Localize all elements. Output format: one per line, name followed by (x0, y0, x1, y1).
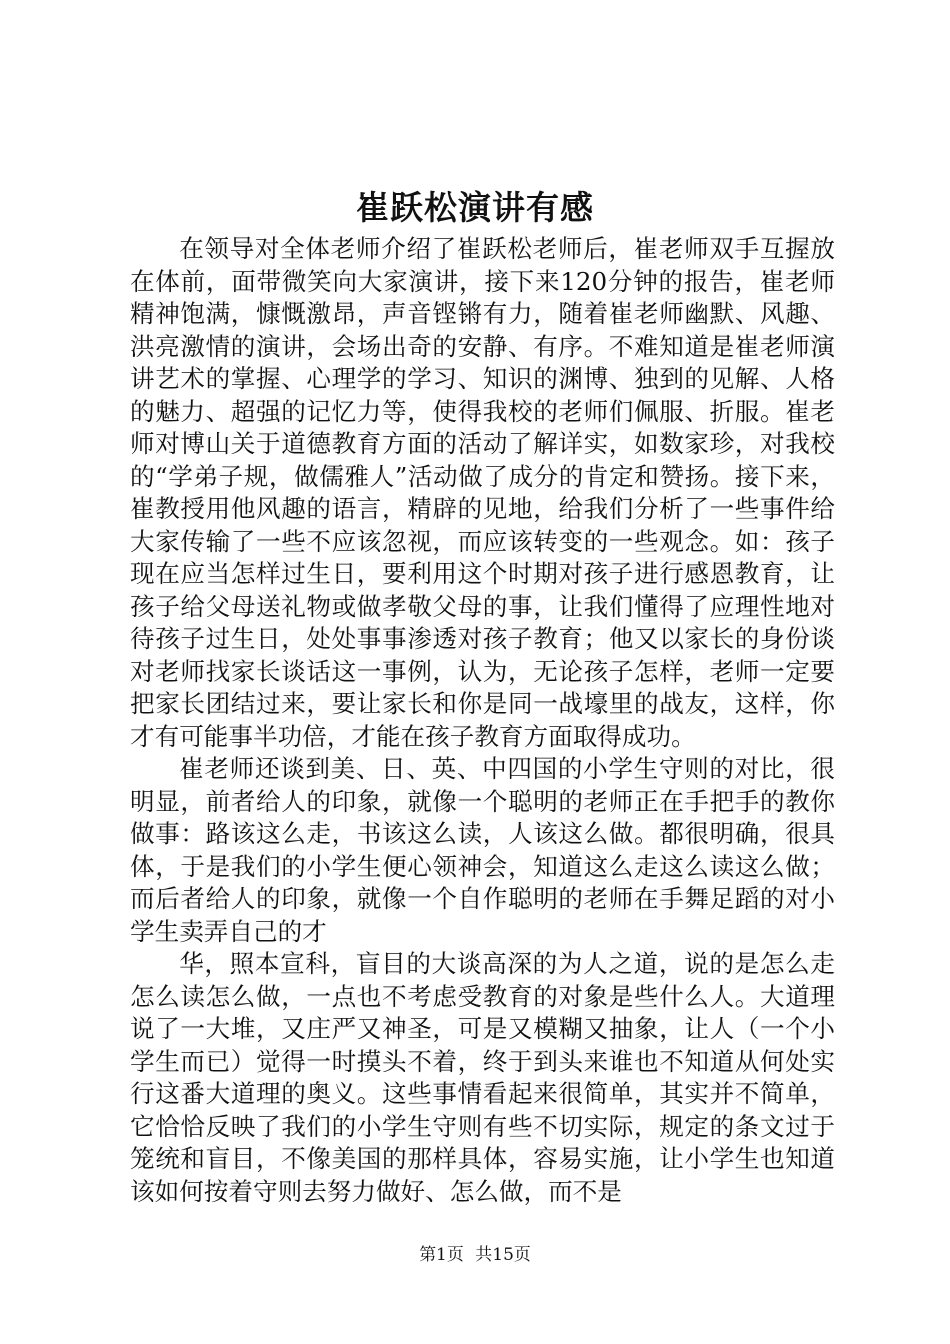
paragraph-2: 崔老师还谈到美、日、英、中四国的小学生守则的对比，很明显，前者给人的印象，就像一个聪明的老师正在手把手的教你做事：路该这么走，书该这么读，人该这么做。都很明确，很具体，于是我们的小学生便心领神会，知道这么走这么读这么做；而后者给人的印象，就像一个自作聪明的老师在手舞足蹈的对小学生卖弄自己的才 (130, 754, 835, 946)
document-title: 崔跃松演讲有感 (356, 188, 594, 227)
paragraph-3: 华，照本宣科，盲目的大谈高深的为人之道，说的是怎么走怎么读怎么做，一点也不考虑受教育的对象是些什么人。大道理说了一大堆，又庄严又神圣，可是又模糊又抽象，让人（一个小学生而已）觉得一时摸头不着，终于到头来谁也不知道从何处实行这番大道理的奥义。这些事情看起来很简单，其实并不简单，它恰恰反映了我们的小学生守则有些不切实际，规定的条文过于笼统和盲目，不像美国的那样具体，容易实施，让小学生也知道该如何按着守则去努力做好、怎么做，而不是 (130, 949, 835, 1206)
total-pages: 共15页 (475, 1245, 531, 1265)
page-footer (0, 1243, 950, 1267)
paragraph-1: 在领导对全体老师介绍了崔跃松老师后，崔老师双手互握放在体前，面带微笑向大家演讲，接下来120分钟的报告，崔老师精神饱满，慷慨激昂，声音铿锵有力，随着崔老师幽默、风趣、洪亮激情的演讲，会场出奇的安静、有序。不难知道是崔老师演讲艺术的掌握、心理学的学习、知识的渊博、独到的见解、人格的魅力、超强的记忆力等，使得我校的老师们佩服、折服。崔老师对博山关于道德教育方面的活动了解详实，如数家珍，对我校的“学弟子规，做儒雅人”活动做了成分的肯定和赞扬。接下来，崔教授用他风趣的语言，精辟的见地，给我们分析了一些事件给大家传输了一些不应该忽视，而应该转变的一些观念。如：孩子现在应当怎样过生日，要利用这个时期对孩子进行感恩教育，让孩子给父母送礼物或做孝敬父母的事，让我们懂得了应理性地对待孩子过生日，处处事事渗透对孩子教育；他又以家长的身份谈对老师找家长谈话这一事例，认为，无论孩子怎样，老师一定要把家长团结过来，要让家长和你是同一战壕里的战友，这样，你才有可能事半功倍，才能在孩子教育方面取得成功。 (130, 234, 835, 751)
document-body (130, 233, 835, 1208)
page-number: 第1页 (419, 1245, 464, 1265)
